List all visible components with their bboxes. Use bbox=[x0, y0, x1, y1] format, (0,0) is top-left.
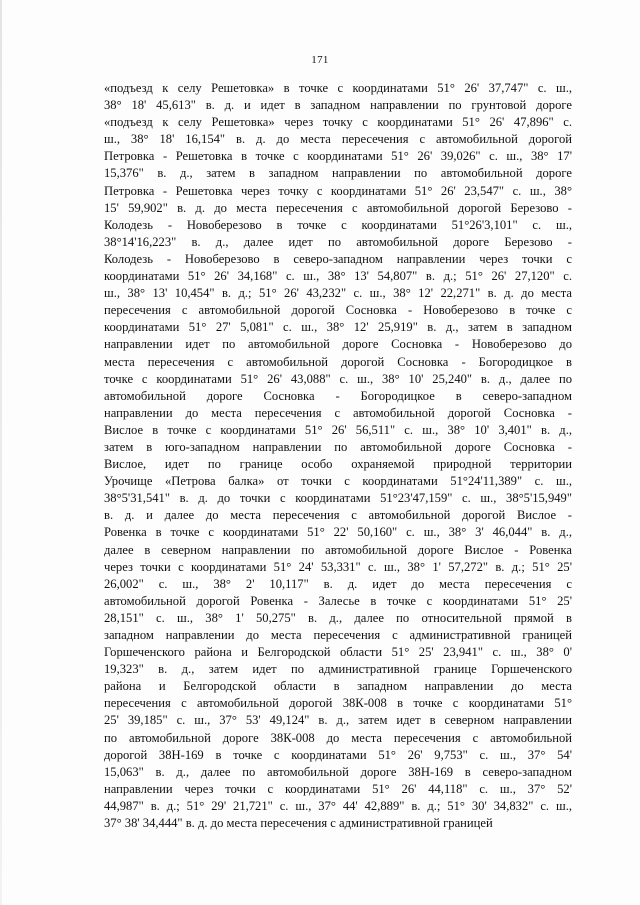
text-line: Петровка - Решетовка через точку с координатами 51° 26' 23,547" с. ш., 38° bbox=[104, 183, 572, 198]
text-line: по автомобильной дороге 38К-008 до места пересечения с автомобильной bbox=[104, 730, 572, 745]
text-line: западном направлении до места пересечения с административной границей bbox=[104, 628, 572, 642]
text-line: 25' 39,185" с. ш., 37° 53' 49,124" в. д., затем идет в северном направлении bbox=[104, 713, 572, 728]
text-line: Колодезь - Новоберезово в точке с координатами 51°26'3,101" с. ш., bbox=[104, 217, 572, 232]
text-line: пересечения с автомобильной дорогой 38К-008 в точке с координатами 51° bbox=[104, 696, 572, 711]
text-line: направлении через точки с координатами 51° 26' 44,118" с. ш., 37° 52' bbox=[104, 781, 572, 796]
text-line: 15,063" в. д., далее по автомобильной дороге 38Н-169 в северо-западном bbox=[104, 764, 572, 779]
text-line: ш., 38° 18' 16,154" в. д. до места пересечения с автомобильной дорогой bbox=[104, 132, 572, 147]
text-line: 28,151" с. ш., 38° 1' 50,275" в. д., далее по относительной прямой в bbox=[104, 610, 572, 625]
text-line: «подъезд к селу Решетовка» в точке с координатами 51° 26' 37,747" с. ш., bbox=[104, 81, 572, 95]
text-line: пересечения с автомобильной дорогой Сосновка - Новоберезово в точке с bbox=[104, 303, 572, 318]
text-line: автомобильной дорогой Ровенка - Залесье в точке с координатами 51° 25' bbox=[104, 593, 572, 608]
text-line: дорогой 38Н-169 в точке с координатами 51° 26' 9,753" с. ш., 37° 54' bbox=[104, 747, 572, 762]
text-line: Вислое, идет по границе особо охраняемой природной территории bbox=[104, 457, 572, 472]
text-line: «подъезд к селу Решетовка» через точку с координатами 51° 26' 47,896" с. bbox=[104, 115, 572, 130]
text-line: затем в юго-западном направлении по автомобильной дороге Сосновка - bbox=[104, 439, 572, 454]
text-line: 15' 59,902" в. д. до места пересечения с автомобильной дорогой Березово - bbox=[104, 200, 572, 215]
page-number: 171 bbox=[311, 54, 329, 66]
scan-edge bbox=[0, 0, 2, 905]
text-line: Петровка - Решетовка в точке с координатами 51° 26' 39,026" с. ш., 38° 17' bbox=[104, 149, 572, 164]
text-line: далее в северном направлении по автомобильной дороге Вислое - Ровенка bbox=[104, 542, 572, 557]
text-line: места пересечения с автомобильной дорогой Сосновка - Богородицкое в bbox=[104, 354, 572, 369]
text-line: 37° 38' 34,444" в. д. до места пересечения с административной границей bbox=[104, 816, 493, 831]
text-line: Урочище «Петрова балка» от точки с координатами 51°24'11,389" с. ш., bbox=[104, 474, 572, 489]
text-line: 26,002" с. ш., 38° 2' 10,117" в. д. идет до места пересечения с bbox=[104, 576, 572, 591]
text-line: направлении до места пересечения с автомобильной дорогой Сосновка - bbox=[104, 405, 572, 420]
text-line: 15,376" в. д., затем в западном направлении по автомобильной дороге bbox=[104, 166, 572, 181]
text-line: 38°14'16,223" в. д., далее идет по автомобильной дороге Березово - bbox=[104, 234, 572, 249]
text-line: Колодезь - Новоберезово в северо-западном направлении через точки с bbox=[104, 251, 572, 266]
text-line: Вислое в точке с координатами 51° 26' 56,511" с. ш., 38° 10' 3,401" в. д., bbox=[104, 422, 572, 437]
text-line: через точки с координатами 51° 24' 53,331" с. ш., 38° 1' 57,272" в. д.; 51° 25' bbox=[104, 559, 572, 574]
text-line: координатами 51° 26' 34,168" с. ш., 38° 13' 54,807" в. д.; 51° 26' 27,120" с. bbox=[104, 269, 572, 284]
text-line: 19,323" в. д., затем идет по административной границе Горшеченского bbox=[104, 662, 572, 677]
text-line: направлении идет по автомобильной дороге Сосновка - Новоберезово до bbox=[104, 337, 572, 352]
text-line: ш., 38° 13' 10,454" в. д.; 51° 26' 43,232" с. ш., 38° 12' 22,271" в. д. до места bbox=[104, 286, 572, 301]
text-line: района и Белгородской области в западном направлении до места bbox=[104, 679, 572, 694]
text-line: 38°5'31,541" в. д. до точки с координатами 51°23'47,159" с. ш., 38°5'15,949" bbox=[104, 491, 572, 506]
text-line: 44,987" в. д.; 51° 29' 21,721" с. ш., 37° 44' 42,889" в. д.; 51° 30' 34,832" с. ш., bbox=[104, 798, 572, 813]
text-line: 38° 18' 45,613" в. д. и идет в западном направлении по грунтовой дороге bbox=[104, 98, 572, 113]
text-line: в. д. и далее до места пересечения с автомобильной дорогой Вислое - bbox=[104, 508, 572, 523]
text-line: точке с координатами 51° 26' 43,088" с. ш., 38° 10' 25,240" в. д., далее по bbox=[104, 371, 572, 386]
text-line: координатами 51° 27' 5,081" с. ш., 38° 12' 25,919" в. д., затем в западном bbox=[104, 320, 572, 335]
body-text bbox=[104, 80, 572, 832]
text-line: автомобильной дороге Сосновка - Богородицкое в северо-западном bbox=[104, 388, 572, 403]
text-line: Горшеченского района и Белгородской области 51° 25' 23,941" с. ш., 38° 0' bbox=[104, 645, 572, 660]
text-line: Ровенка в точке с координатами 51° 22' 50,160" с. ш., 38° 3' 46,044" в. д., bbox=[104, 525, 572, 540]
